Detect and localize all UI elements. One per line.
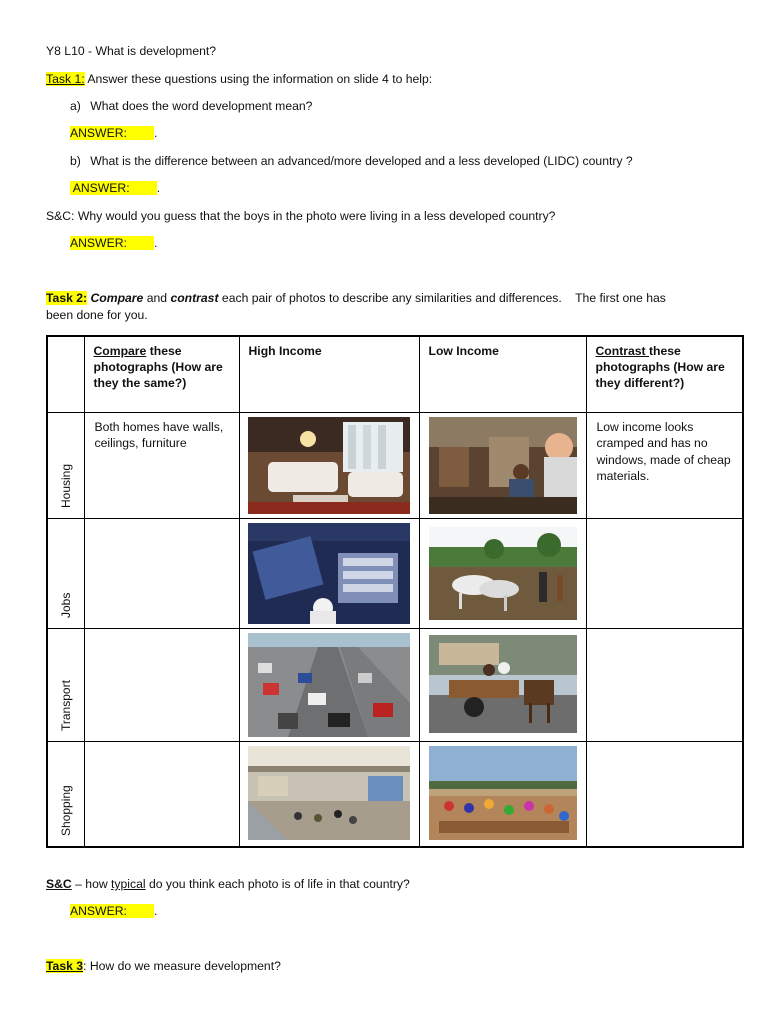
sc2-label: S&C bbox=[46, 877, 72, 891]
photo-high-income-jobs bbox=[248, 523, 410, 624]
row-label-cell bbox=[47, 629, 84, 742]
compare-contrast-table bbox=[46, 335, 744, 848]
table-row bbox=[47, 742, 743, 847]
answer-a-label: ANSWER: bbox=[70, 126, 154, 140]
contrast-cell[interactable] bbox=[586, 518, 743, 628]
contrast-text bbox=[587, 519, 743, 525]
compare-cell[interactable] bbox=[84, 629, 239, 742]
low-income-photo-cell bbox=[419, 518, 586, 628]
header-contrast bbox=[586, 336, 743, 412]
question-a-text: What does the word development mean? bbox=[90, 99, 313, 113]
question-b bbox=[70, 154, 633, 168]
high-income-photo-cell bbox=[239, 742, 419, 847]
compare-text bbox=[85, 519, 239, 525]
header-high-income: High Income bbox=[239, 336, 419, 412]
row-label-transport: Transport bbox=[58, 680, 73, 732]
row-label-cell bbox=[47, 412, 84, 518]
contrast-text: Low income looks cramped and has no windows, made of cheap materials. bbox=[596, 419, 731, 484]
row-label-cell bbox=[47, 518, 84, 628]
task1-label: Task 1: bbox=[46, 72, 85, 86]
high-income-photo-cell bbox=[239, 412, 419, 518]
task2-contrast-word: contrast bbox=[170, 291, 219, 305]
question-b-letter: b) bbox=[70, 154, 81, 168]
photo-high-income-transport bbox=[248, 633, 410, 737]
header-empty-cell bbox=[47, 336, 84, 412]
contrast-cell[interactable] bbox=[586, 629, 743, 742]
header-compare-rest: these photographs (How are they the same?) bbox=[93, 344, 223, 390]
page-title: Y8 L10 - What is development? bbox=[46, 44, 217, 58]
table-row bbox=[47, 629, 743, 742]
photo-high-income-shopping bbox=[248, 746, 410, 840]
question-a bbox=[70, 99, 312, 113]
header-compare bbox=[84, 336, 239, 412]
task1-heading bbox=[46, 72, 432, 86]
row-label-housing: Housing bbox=[58, 463, 73, 508]
table-row bbox=[47, 518, 743, 628]
photo-low-income-housing bbox=[429, 417, 577, 514]
compare-text bbox=[85, 742, 239, 748]
row-label-shopping: Shopping bbox=[58, 785, 73, 836]
sc2-rest: do you think each photo is of life in that country? bbox=[145, 877, 410, 891]
question-a-letter: a) bbox=[70, 99, 81, 113]
task3-label: Task 3 bbox=[46, 959, 84, 973]
header-contrast-underlined: Contrast bbox=[595, 344, 649, 358]
contrast-text bbox=[587, 742, 743, 748]
high-income-photo-cell bbox=[239, 629, 419, 742]
compare-text bbox=[85, 629, 239, 635]
answer-a-dot: . bbox=[153, 126, 158, 140]
photo-high-income-housing bbox=[248, 417, 410, 514]
low-income-photo-cell bbox=[419, 412, 586, 518]
answer-sc2-label: ANSWER: bbox=[70, 904, 154, 918]
table-row bbox=[47, 412, 743, 518]
answer-sc2[interactable] bbox=[70, 904, 157, 918]
row-label-jobs: Jobs bbox=[58, 592, 73, 619]
answer-b-dot: . bbox=[156, 181, 161, 195]
answer-sc-label: ANSWER: bbox=[70, 236, 154, 250]
contrast-text bbox=[587, 629, 743, 635]
question-b-text: What is the difference between an advanced/more developed and a less developed (LIDC) country ? bbox=[90, 154, 633, 168]
task3-text: : How do we measure development? bbox=[83, 959, 281, 973]
header-compare-underlined: Compare bbox=[93, 344, 147, 358]
answer-sc[interactable] bbox=[70, 236, 157, 250]
compare-cell[interactable] bbox=[84, 518, 239, 628]
compare-cell[interactable] bbox=[84, 742, 239, 847]
compare-cell[interactable] bbox=[84, 412, 239, 518]
task2-compare-word: Compare bbox=[90, 291, 144, 305]
answer-sc-dot: . bbox=[153, 236, 158, 250]
compare-text: Both homes have walls, ceilings, furniture bbox=[94, 419, 224, 451]
task3-heading bbox=[46, 959, 281, 973]
answer-sc2-dot: . bbox=[153, 904, 158, 918]
contrast-cell[interactable] bbox=[586, 742, 743, 847]
answer-b[interactable] bbox=[70, 181, 160, 195]
answer-a[interactable] bbox=[70, 126, 157, 140]
high-income-photo-cell bbox=[239, 518, 419, 628]
low-income-photo-cell bbox=[419, 629, 586, 742]
row-label-cell bbox=[47, 742, 84, 847]
task2-line2: been done for you. bbox=[46, 308, 148, 322]
task2-heading bbox=[46, 291, 666, 305]
header-contrast-rest: these photographs (How are they different?) bbox=[595, 344, 725, 390]
task2-label: Task 2: bbox=[46, 291, 88, 305]
sc2-dash: – how bbox=[71, 877, 112, 891]
task1-text: Answer these questions using the information on slide 4 to help: bbox=[84, 72, 433, 86]
photo-low-income-transport bbox=[429, 635, 577, 733]
header-low-income: Low Income bbox=[419, 336, 586, 412]
table-header-row bbox=[47, 336, 743, 412]
answer-b-label: ANSWER: bbox=[70, 181, 157, 195]
photo-low-income-jobs bbox=[429, 527, 577, 620]
task2-and: and bbox=[143, 291, 171, 305]
low-income-photo-cell bbox=[419, 742, 586, 847]
sc2-question bbox=[46, 877, 410, 891]
photo-low-income-shopping bbox=[429, 746, 577, 840]
sc2-typical: typical bbox=[111, 877, 146, 891]
task2-text: each pair of photos to describe any similarities and differences. The first one has bbox=[218, 291, 666, 305]
contrast-cell[interactable] bbox=[586, 412, 743, 518]
sc-question: S&C: Why would you guess that the boys in the photo were living in a less developed country? bbox=[46, 209, 556, 223]
